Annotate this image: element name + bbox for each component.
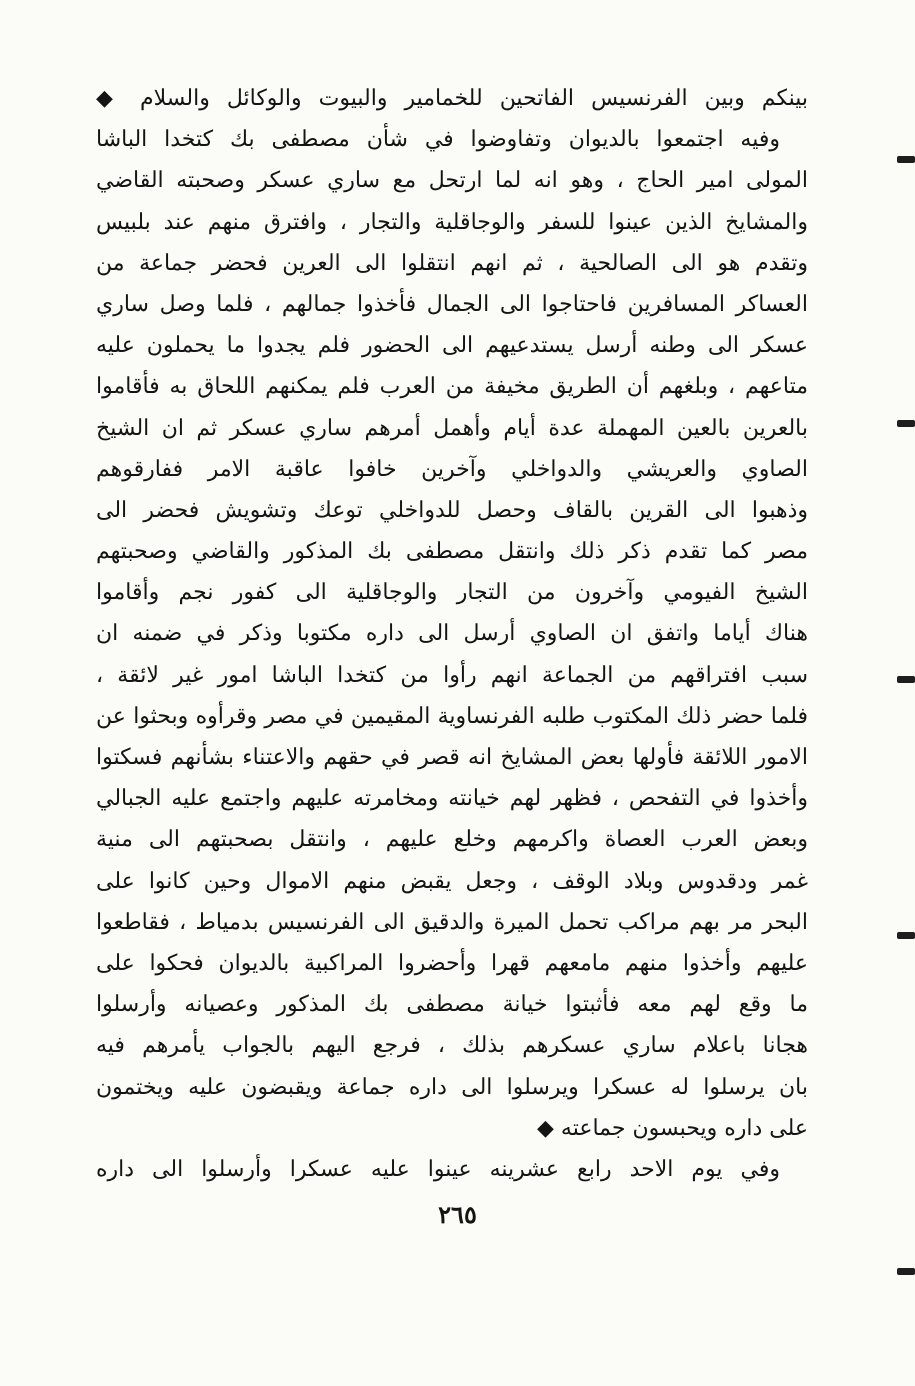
text-line: المولى امير الحاج ، وهو انه لما ارتحل مع ساري عسكر وصحبته القاضي (96, 168, 808, 194)
text-line: فلما حضر ذلك المكتوب طلبه الفرنساوية المقيمين في مصر وقرأوه وبحثوا عن (96, 703, 808, 729)
text-line: وأخذوا في التفحص ، فظهر لهم خيانته ومخامرته عليهم واجتمع عليه الجبالي (96, 786, 808, 812)
text-line: الامور اللائقة فأولها بعض المشايخ انه قصر في حقهم والاعتناء بشأنهم فسكتوا (96, 745, 808, 770)
text-line: على داره ويحبسون جماعته ◆ (536, 1115, 808, 1141)
text-line: الشيخ الفيومي وآخرون من التجار والوجاقلية الى كفور نجم وأقاموا (96, 580, 808, 606)
text-line: بالعرين بالعين المهملة عدة أيام وأهمل أمرهم ساري عسكر ثم ان الشيخ (96, 415, 808, 441)
binding-mark (897, 932, 915, 939)
text-line: وذهبوا الى القرين بالقاف وحصل للدواخلي توعك وتشويش فحضر الى (96, 497, 808, 523)
text-line: عسكر الى وطنه أرسل يستدعيهم الى الحضور فلم يجدوا ما يحملون عليه (96, 333, 808, 359)
text-line: عليهم وأخذوا منهم مامعهم قهرا وأحضروا المراكبية بالديوان فحكوا على (96, 950, 808, 976)
text-line: سبب افتراقهم من الجماعة انهم رأوا من كتخدا الباشا امور غير لائقة ، (96, 662, 808, 688)
text-line: وفي يوم الاحد رابع عشرينه عينوا عليه عسكرا وأرسلوا الى داره (96, 1156, 780, 1182)
binding-mark (897, 420, 915, 427)
text-line: بان يرسلوا له عسكرا ويرسلوا الى داره جماعة ويقبضون عليه ويختمون (96, 1074, 808, 1100)
text-line: بينكم وبين الفرنسيس الفاتحين للخمامير والبيوت والوكائل والسلام ◆ (96, 86, 808, 111)
text-line: والمشايخ الذين عينوا للسفر والوجاقلية والتجار ، وافترق منهم عند بلبيس (96, 209, 808, 235)
page-number: ٢٦٥ (438, 1200, 477, 1229)
binding-mark (897, 676, 915, 683)
text-line: غمر ودقدوس وبلاد الوقف ، وجعل يقبض منهم الاموال وحين كانوا على (96, 868, 808, 894)
text-line: الصاوي والعريشي والدواخلي وآخرين خافوا عاقبة الامر ففارقوهم (96, 456, 808, 482)
text-line: وتقدم هو الى الصالحية ، ثم انهم انتقلوا الى العرين فحضر جماعة من (96, 250, 808, 276)
text-line: مصر كما تقدم ذكر ذلك وانتقل مصطفى بك المذكور والقاضي وصحبتهم (96, 539, 808, 565)
text-line: هناك أياما واتفق ان الصاوي أرسل الى داره مكتوبا وذكر في ضمنه ان (96, 621, 808, 647)
text-line: متاعهم ، وبلغهم أن الطريق مخيفة من العرب فلم يمكنهم اللحاق به فأقاموا (96, 374, 808, 400)
text-line: وفيه اجتمعوا بالديوان وتفاوضوا في شأن مصطفى بك كتخدا الباشا (96, 127, 780, 153)
text-line: وبعض العرب العصاة واكرمهم وخلع عليهم ، وانتقل بصحبتهم الى منية (96, 827, 808, 853)
binding-mark (897, 156, 915, 163)
text-line: العساكر المسافرين فاحتاجوا الى الجمال فأخذوا جمالهم ، فلما وصل ساري (96, 291, 808, 317)
text-line: البحر مر بهم مراكب تحمل الميرة والدقيق الى الفرنسيس بدمياط ، فقاطعوا (96, 909, 808, 935)
text-line: ما وقع لهم معه فأثبتوا خيانة مصطفى بك المذكور وعصيانه وأرسلوا (96, 992, 808, 1018)
body-text (96, 78, 808, 1190)
text-line: هجانا باعلام ساري عسكرهم بذلك ، فرجع اليهم بالجواب يأمرهم فيه (96, 1033, 808, 1059)
binding-mark (897, 1268, 915, 1275)
